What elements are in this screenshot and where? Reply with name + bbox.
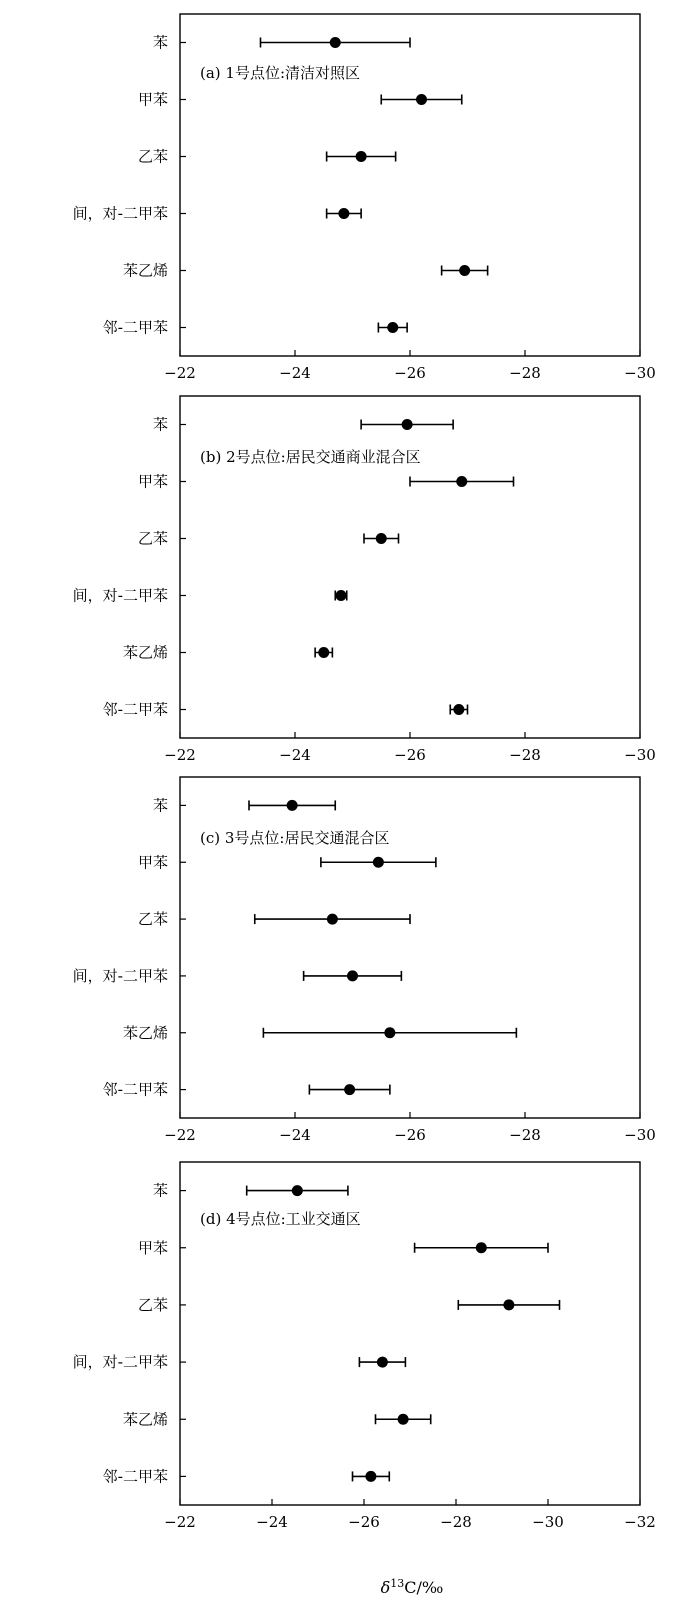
category-label: 苯 xyxy=(152,796,168,815)
data-point xyxy=(327,914,338,925)
data-point xyxy=(287,800,298,811)
x-tick-label: −30 xyxy=(624,1126,656,1144)
x-tick-label: −22 xyxy=(164,746,196,764)
panel-b xyxy=(73,396,656,764)
data-point xyxy=(330,37,341,48)
data-point xyxy=(344,1084,355,1095)
category-label: 乙苯 xyxy=(137,910,168,929)
category-label: 间，对-二甲苯 xyxy=(72,204,168,223)
category-label: 邻-二甲苯 xyxy=(102,1080,168,1099)
category-label: 甲苯 xyxy=(137,853,168,872)
data-point xyxy=(503,1299,514,1310)
category-label: 苯乙烯 xyxy=(122,1410,168,1429)
x-tick-label: −28 xyxy=(509,364,541,382)
category-label: 间，对-二甲苯 xyxy=(72,586,168,605)
x-tick-label: −22 xyxy=(164,1513,196,1531)
x-tick-label: −24 xyxy=(279,364,311,382)
x-tick-label: −24 xyxy=(279,746,311,764)
category-label: 苯乙烯 xyxy=(122,1023,168,1042)
data-point xyxy=(384,1027,395,1038)
category-label: 邻-二甲苯 xyxy=(102,318,168,337)
data-point xyxy=(376,533,387,544)
category-label: 乙苯 xyxy=(137,529,168,548)
category-label: 苯 xyxy=(152,33,168,52)
x-tick-label: −24 xyxy=(279,1126,311,1144)
data-point xyxy=(456,476,467,487)
data-point xyxy=(292,1185,303,1196)
data-point xyxy=(318,647,329,658)
x-tick-label: −30 xyxy=(532,1513,564,1531)
category-label: 苯乙烯 xyxy=(122,643,168,662)
category-label: 苯 xyxy=(152,415,168,434)
x-tick-label: −24 xyxy=(256,1513,288,1531)
data-point xyxy=(416,94,427,105)
data-point xyxy=(356,151,367,162)
category-label: 邻-二甲苯 xyxy=(102,1467,168,1486)
x-tick-label: −32 xyxy=(624,1513,656,1531)
data-point xyxy=(476,1242,487,1253)
panel-title: (c) 3号点位:居民交通混合区 xyxy=(200,829,390,847)
x-tick-label: −26 xyxy=(394,364,426,382)
x-tick-label: −28 xyxy=(440,1513,472,1531)
data-point xyxy=(398,1414,409,1425)
category-label: 乙苯 xyxy=(137,147,168,166)
x-tick-label: −26 xyxy=(394,1126,426,1144)
x-axis-title: $\delta^{13}C/‰$ xyxy=(380,1577,444,1597)
category-label: 甲苯 xyxy=(137,90,168,109)
data-point xyxy=(338,208,349,219)
category-label: 间，对-二甲苯 xyxy=(72,1353,168,1372)
data-point xyxy=(402,419,413,430)
panel-d xyxy=(73,1162,656,1531)
panel-title: (d) 4号点位:工业交通区 xyxy=(200,1210,361,1228)
category-label: 间，对-二甲苯 xyxy=(72,966,168,985)
x-tick-label: −26 xyxy=(394,746,426,764)
data-point xyxy=(347,970,358,981)
category-label: 乙苯 xyxy=(137,1295,168,1314)
category-label: 甲苯 xyxy=(137,472,168,491)
category-label: 苯 xyxy=(152,1181,168,1200)
data-point xyxy=(365,1471,376,1482)
x-tick-label: −30 xyxy=(624,364,656,382)
panel-title: (b) 2号点位:居民交通商业混合区 xyxy=(200,448,421,466)
x-tick-label: −22 xyxy=(164,1126,196,1144)
x-tick-label: −26 xyxy=(348,1513,380,1531)
x-tick-label: −30 xyxy=(624,746,656,764)
x-tick-label: −28 xyxy=(509,746,541,764)
data-point xyxy=(387,322,398,333)
data-point xyxy=(373,857,384,868)
panel-c xyxy=(73,777,656,1144)
data-point xyxy=(336,590,347,601)
category-label: 邻-二甲苯 xyxy=(102,700,168,719)
category-label: 甲苯 xyxy=(137,1238,168,1257)
x-tick-label: −22 xyxy=(164,364,196,382)
panel-a xyxy=(73,14,656,382)
data-point xyxy=(453,704,464,715)
x-tick-label: −28 xyxy=(509,1126,541,1144)
category-label: 苯乙烯 xyxy=(122,261,168,280)
data-point xyxy=(459,265,470,276)
data-point xyxy=(377,1357,388,1368)
panel-title: (a) 1号点位:清洁对照区 xyxy=(200,64,361,82)
